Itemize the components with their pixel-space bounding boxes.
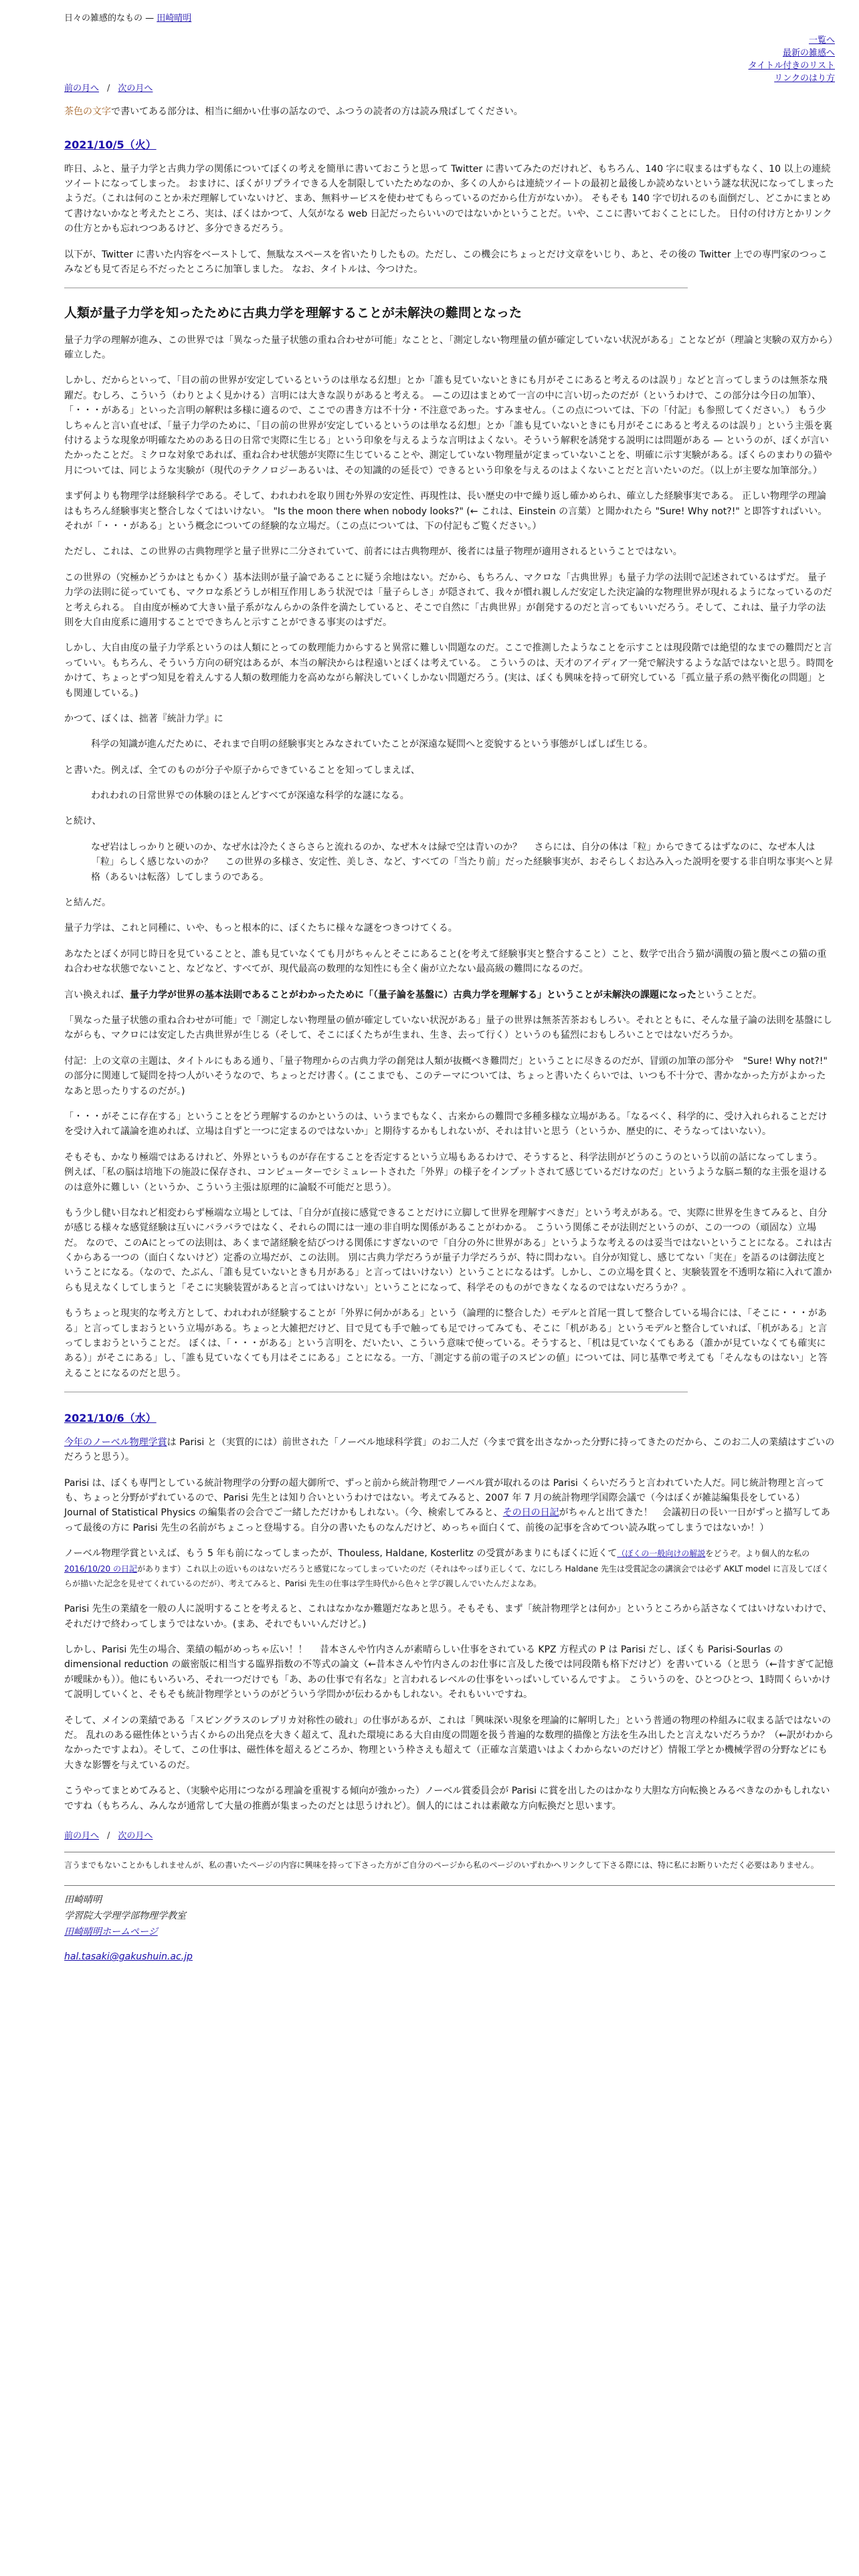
prev-month-link-bottom[interactable]: 前の月へ	[64, 1830, 100, 1841]
that-day-diary-link[interactable]: その日の日記	[502, 1507, 559, 1519]
paragraph: 量子力学の理解が進み、この世界では「異なった量子状態の重ね合わせが可能」なことと、「測定しない物理量の値が確定していない状況がある」ことなどが（理論と実験の双方から）確立した。	[64, 334, 833, 361]
small-note: をどうぞ。より個人的な私の	[705, 1549, 810, 1559]
small-note-2: があります）これ以上の近いものはないだろうと感覚になってしまっていたのだ（それはやっぱり正しくて、なにしろ Haldane 先生は受賞記念の講演会では必ず AKLT model に言及してぼくらが描いた記念を見せてくれているのだが）、考えてみると、Parisi 先生の仕事は学生時代から色々と学び親しんでいたんだよなあ。	[64, 1564, 830, 1588]
paragraph: しかし、大自由度の量子力学系というのは人類にとっての数理能力からすると異常に難しい問題なのだ。ここで推測したようなことを示すことは現段階では絶望的なまでの難問だと言っていい。もちろん、そういう方向の研究はあるが、本当の解決からは程遠いとぼくは考えている。 こういうのは、天才のアイディア一発で解決するような話ではないと思う。時間をかけて、ちょっとずつ知見を着えんする人類の数理能力を高めながら解決していくしかない問題だろう。(実は、ぼくも興味を持って研究している「孤立量子系の熱平衡化の問題」とも関連している。)	[64, 643, 834, 699]
entry2-lead-text: は Parisi と（実質的には）前世された「ノーベル地球科学賞」のお二人だ（今まで賞を出さなかった分野に持ってきたのだから、このお二人の業績はすごいのだろうと思う）。	[64, 1436, 835, 1463]
quote-3: なぜ岩はしっかりと硬いのか、なぜ水は冷たくさらさらと流れるのか、なぜ木々は緑で空は青いのか？ さらには、自分の体は「粒」からできてるはずなのに、なぜ本人は「粒」らしく感じないのか？ この世界の多様さ、安定性、美しさ、など、すべての「当たり前」だった経験事実が、おそらしくお込み入った説明を要する非自明な事実へと昇格（あるいは転落）してしまうのである。	[91, 841, 834, 883]
footer-divider	[64, 1885, 835, 1886]
paragraph: もう少し健い目なれど相変わらず極端な立場としては、「自分が直接に感覚できることだけに立脚して世界を理解すべきだ」という考えがある。で、実際に世界を生きてみると、自分が感じる様々な感覚経験は互いにバラバラではなく、それらの間には一連の非自明な関係があることがわかる。 こういう関係こそが法則だというのが、この一つの（頑固な）立場だ。 なので、このAにとっての法則は、あくまで諸経験を結びつける関係にすぎないので「自分の外に世界がある」というような考えるのは妥当ではないということになる。これは古くからある一つの（面白くないけど）定番の立場だが、この法則。 別に古典力学だろうが量子力学だろうが、特に問わない。自分が知覚し、感じてない「実在」を語るのは御法度ということになる。（なので、たぶん、「誰も見ていないときも月がある」と言ってはいけない）ということになるはず。しかし、この立場を貫くと、実験装置を不透明な箱に入れて誰からも見えなくしてしまうと「そこに実験装置があると言ってはいけない」ということになって、科学そのものができなくなるのではないだろうか？。	[64, 1207, 832, 1293]
paragraph: Parisi 先生の業績を一般の人に説明することを考えると、これはなかなか難題だなあと思う。そもそも、まず「統計物理学とは何か」というところから話さなくてはいけないわけで、それだけで終わってしまうではないか。(まあ、それでもいいんだけど。)	[64, 1604, 832, 1630]
email-link[interactable]: hal.tasaki@gakushuin.ac.jp	[64, 1951, 193, 1963]
entry1-intro-1: 昨日、ふと、量子力学と古典力学の関係についてぼくの考えを簡単に書いておこうと思って Twitter に書いてみたのだけれど、もちろん、140 字に収まるはずもなく、10 以上の連続ツイートになってしまった。 おまけに、ぼくがリプライできる人を制限していたためなのか、多くの人からは連続ツイートの最初と最後しか読めないという謎な状況になってしまったようだ。（これは何のことか未だ理解していないけど、まあ、無料サービスを使わせてもらっているのだから仕方がないか）。 そもそも 140 字で切れるのも面倒だし、どこかにまとめて書けないかなと考えたところ、実は、ぼくはかつて、人気がなる web 日記だったらいいのではないかということだ。いや、ここに書いておくことにした。 日付の付け方とかリンクの仕方とかも忘れつつあるけど、多分できるだろう。	[64, 163, 834, 235]
diary-2016-link[interactable]: 2016/10/20 の日記	[64, 1564, 137, 1574]
reader-note	[64, 104, 835, 119]
entry2-parisi-text: Parisi は、ぼくも専門としている統計物理学の分野の超大御所で、ずっと前から統計物理でノーベル賞が取れるのは Parisi くらいだろうと言われていた人だ。同じ統計物理と言っても、ちょっと分野がずれているので、Parisi 先生とは知り合いというわけではない。考えてみると、2007 年 7 月の統計物理学国際会議で（今はぼくが雑誌編集長をしている）Journal of Statistical Physics の編集者の会合でご一緒しただけかもしれない。（今、検索してみると、	[64, 1477, 825, 1519]
key-statement-bold: 量子力学が世界の基本法則であることがわかったために「（量子論を基盤に）古典力学を理解する」ということが未解決の課題になった	[130, 989, 696, 1000]
paragraph: かつて、ぼくは、拙著『統計力学』に	[64, 713, 223, 724]
paragraph: もうちょっと現実的な考え方として、われわれが経験することが「外界に何かがある」という（論理的に整合した）モデルと首尾一貫して整合している場合には、「そこに・・・がある」と言ってしまおうという立場がある。ちょっと大雑把だけど、目で見ても手で触っても足でけってみても、そこに「机がある」というモデルと整合していれば、「机がある」と言ってしまおうということだ。 ぼくは、「・・・がある」という言明を、だいたい、こういう意味で使っている。そうすると、「机は見ていなくてもある（誰かが見ていなくても確実にある）」がそこにある」し、「誰も見ていなくても月はそこにある」ことになる。一方、「測定する前の電子のスピンの値」については、同じ基準で考えても「そんなものはない」と答えることになるのだと思う。	[64, 1308, 828, 1379]
entry-date-link-2[interactable]: 2021/10/6（水）	[64, 1412, 157, 1425]
article-title: 人類が量子力学を知ったために古典力学を理解することが未解決の難問となった	[64, 306, 522, 321]
paragraph: そもそも、かなり極端ではあるけれど、外界というものが存在することを否定するという立場もあるわけで、そうすると、科学法則がどうのこうのという以前の話になってしまう。 例えば、「私の脳は培地下の施設に保存され、コンピューターでシミュレートされた「外界」の様子をインプットされて感じているだけなのだ」というような脳ニ類的な主張を退けるのは意外に難しい（というか、こういう主張は原理的に論駁不可能だと思う）。	[64, 1152, 828, 1193]
general-explanation-link[interactable]: （ぼくの一般向けの解説	[617, 1549, 706, 1559]
paragraph: と書いた。例えば、全てのものが分子や原子からできていることを知ってしまえば、	[64, 764, 420, 776]
header-prefix: 日々の雑感的なもの —	[64, 13, 157, 23]
quote-1: 科学の知識が進んだために、それまで自明の経験事実とみなされていたことが深遠な疑問へと変貌するという事態がしばしば生じる。	[91, 739, 653, 750]
paragraph: こうやってまとめてみると、（実験や応用につながる理論を重視する傾向が強かった）ノーベル賞委員会が Parisi に賞を出したのはかなり大胆な方向転換とみるべきなのかもしれないですね（もちろん、みんなが通常して大量の推薦が集まったのだとは思うけれど）。個人的にはこれは素敵な方向転換だと思います。	[64, 1786, 830, 1812]
right-nav-links	[749, 35, 835, 85]
signature-affiliation: 学習院大学理学部物理学教室	[64, 1910, 186, 1921]
entry-date-1	[64, 136, 835, 154]
paragraph: しかし、だからといって、「目の前の世界が安定しているというのは単なる幻想」とか「誰も見ていないときにも月がそこにあると考えるのは誤り」などと言ってしまうのは無茶な飛躍だ。むしろ、こういう（わりとよく見かける）言明には大きな誤りがあると考える。 —この辺はまとめて一言の中に言い切ったのだが（というわけで、この部分は今日の加筆）、「・・・がある」といった言明の解釈は多様に適るので、ここでの書き方は不十分・不注意であった。すみません。（この点については、下の「付記」も参照してください。） もう少しちゃんと言い直せば、「量子力学のために、「目の前の世界が安定しているというのは単なる幻想」とか「誰も見ていないときにも月がそこにあると考えるのは誤り」という主張を裏付けるような現象が明確なためのある日の日常で実際に生じる」という印象を与えるような言明はよくない。そういう解釈を誘発する説明には問題がある — というのが、ぼくが言いたかったことだ。ミクロな対象であれば、重ね合わせ状態が実際に生じていることや、測定していない物理量が定まっていないことを、明確に示す実験がある。ぼくらのまわりの猫や月については、同じような実験が（現代のテクノロジーあるいは、その知識的の延長で）できるという印象を与えるのはよくないことだと言いたいのだ。（以上が主要な加筆部分。）	[64, 375, 832, 476]
titled-list-link[interactable]: タイトル付きのリスト	[748, 60, 835, 71]
paragraph: まず何よりも物理学は経験科学である。そして、われわれを取り囲む外界の安定性、再現性は、長い歴史の中で繰り返し確かめられ、確立した経験事実である。 正しい物理学の理論はもちろん経験事実と整合しなくてはいけない。 "Is the moon there when nobody looks?" (← これは、Einstein の言葉）と聞かれたら "Sure! Why not?!" と即答すればいい。それが「・・・がある」という概念についての経験的な立場だ。（この点については、下の付記もご覧ください。）	[64, 491, 828, 532]
brown-text-label: 茶色の文字	[64, 106, 111, 117]
key-statement	[64, 988, 835, 1002]
paragraph: と続け、	[64, 816, 102, 827]
entry2-past-prize-text: ノーベル物理学賞といえば、もう 5 年も前になってしまったが、Thouless, Haldane, Kosterlitz の受賞があまりにもぼくに近くて	[64, 1548, 617, 1560]
next-month-link[interactable]: 次の月へ	[118, 83, 153, 94]
quote-2: われわれの日常世界での体験のほとんどすべてが深遠な科学的な謎になる。	[91, 790, 409, 802]
nobel-prize-link[interactable]: 今年のノーベル物理学賞	[64, 1436, 167, 1448]
index-link[interactable]: 一覧へ	[808, 35, 835, 45]
note-text: で書いてある部分は、相当に細かい仕事の話なので、ふつうの読者の方は読み飛ばしてください。	[111, 106, 523, 117]
latest-link[interactable]: 最新の雑感へ	[782, 47, 835, 58]
prev-month-link[interactable]: 前の月へ	[64, 83, 100, 94]
paragraph: 「・・・がそこに存在する」ということをどう理解するのかというのは、いうまでもなく、古来からの難問で多種多様な立場がある。「なるべく、科学的に、受け入れられることだけを受け入れて議論を進めれば、立場は自ずと一つに定まるのではないか」と期待するかもしれないが、それは甘いと思う（というか、歴史的に、そうなってはいない）。	[64, 1111, 828, 1138]
next-month-link-bottom[interactable]: 次の月へ	[118, 1830, 153, 1841]
key-statement-lead: 言い換えれば、	[64, 989, 130, 1000]
key-statement-tail: ということだ。	[696, 989, 762, 1000]
entry2-past-prize	[64, 1546, 835, 1591]
paragraph: そして、メインの業績である「スピングラスのレプリカ対称性の破れ」の仕事があるが、これは「興味深い現象を理論的に解明した」という普通の物理の枠組みに収まる話ではないのだ。 乱れのある磁性体という古くからの出発点を大きく超えて、乱れた環境にある大自由度の問題を扱う普遍的な数理的描像と方法を生み出したと言えないだろうか？（←訳がわからなかったですよね）。そして、この仕事は、磁性体を超えるどころか、物理という枠さえも超えて（正確な言葉遣いはよくわからないのだけど）情報工学とか機械学習の分野などにも大きな影響を与えているのだ。	[64, 1715, 834, 1771]
entry2-parisi	[64, 1476, 835, 1536]
nav-separator: /	[107, 83, 110, 94]
paragraph: ただし、これは、この世界の古典物理学と量子世界に二分されていて、前者には古典物理が、後者には量子物理が適用されるということではない。	[64, 546, 682, 558]
entry1-intro-2: 以下が、Twitter に書いた内容をベーストして、無駄なスペースを省いたりしたもの。ただし、この機会にちょっとだけ文章をいじり、あと、その後の Twitter 上での専門家のつっこみなども見て否足ら不だったところに加筆しました。 なお、タイトルは、今つけた。	[64, 249, 828, 275]
bottom-spacer	[64, 1965, 835, 1985]
entry2-parisi-tail: がちゃんと出てきた！ 会議初日の長い一日がずっと描写してあって最後の方に Parisi 先生の名前がちょこっと登場する。自分の書いたものなんだけど、めっちゃ面白くて、前後の記事を含めてつい読み耽ってしまうではないか！）	[64, 1507, 830, 1533]
entry-date-2	[64, 1410, 835, 1427]
bottom-month-nav	[64, 1830, 835, 1844]
paragraph: 量子力学は、これと同種に、いや、もっと根本的に、ぼくたちに様々な謎をつきつけてくる。	[64, 923, 458, 934]
author-link[interactable]: 田崎晴明	[157, 13, 192, 23]
signature	[64, 1893, 835, 1965]
postscript: 付記：上の文章の主題は、タイトルにもある通り、「量子物理からの古典力学の創発は人類が抜概べき難問だ」ということに尽きるのだが、冒頭の加筆の部分や "Sure! Why not?!" の部分に関連して疑問を持つ人がいそうなので、ちょっとだけ書く。(ここまでも、このテーマについては、ちょっと書いたくらいでは、いつも不十分で、書かなかった方がよかったなあと思ったりするのだが。)	[64, 1055, 828, 1097]
paragraph: と結んだ。	[64, 897, 111, 909]
page-header	[64, 12, 835, 26]
paragraph: あなたとぼくが同じ時日を見ていることと、誰も見ていなくても月がちゃんとそこにあること(を考えて経験事実と整合すること）こと、数学で出合う猫が満腹の猫と腹ぺこの猫の重ね合わせな状態でないこと、などなど、すべてが、現代最高の数理的な知性にも全く歯が立たない最高級の難問になるのだ。	[64, 948, 827, 975]
link-guide-link[interactable]: リンクのはり方	[774, 73, 835, 84]
nav-separator: /	[107, 1830, 110, 1841]
signature-name: 田崎晴明	[64, 1894, 102, 1905]
top-month-nav	[64, 82, 835, 96]
paragraph: この世界の（究極かどうかはともかく）基本法則が量子論であることに疑う余地はない。だから、もちろん、マクロな「古典世界」も量子力学の法則で記述されているはずだ。 量子力学の法則に従っていても、マクロな系どうしが相互作用しあう状況では「量子らしさ」が隠されて、我々が慣れ親しんだ安定した決定論的な物理世界が現れるようになっているのだと考えられる。 自由度が極めて大きい量子系がなんらかの条件を満たしていると、そこで自然に「古典世界」が創発するのだと言ってもいいだろう。そして、これは、量子力学の法則を大自由度系に適用することでできちんと示すことができる事実のはずだ。	[64, 572, 832, 628]
paragraph: しかし、Parisi 先生の場合、業績の幅がめっちゃ広い！！ 昔本さんや竹内さんが素晴らしい仕事をされている KPZ 方程式の P は Parisi だし、ぼくも Parisi-Sourlas の dimensional reduction の厳密版に相当する臨界指数の不等式の論文（←昔本さんや竹内さんのお仕事に言及した後では同段階も格下だけど）を書いている（と思う（←昔すぎて記憶が曖昧かも））。他にもいろいろ、それ一つだけでも「あ、あの仕事で有名な」と言われるレベルの仕事をいっぱいしているんですよ。 こういうのを、ひとつひとつ、1時間くらいかけて説明していくと、そもそも統計物理学というのがどういう学問かが伝わるかもしれない。それもいいですね。	[64, 1644, 834, 1701]
entry-date-link-1[interactable]: 2021/10/5（火）	[64, 138, 157, 151]
entry2-lead	[64, 1435, 835, 1465]
homepage-link[interactable]: 田崎晴明ホームページ	[64, 1926, 158, 1937]
link-policy-note: 言うまでもないことかもしれませんが、私の書いたページの内容に興味を持って下さった方がご自分のページから私のページのいずれかへリンクして下さる際には、特に私にお断りいただく必要はありません。	[64, 1860, 819, 1870]
paragraph: 「異なった量子状態の重ね合わせが可能」で「測定しない物理量の値が確定していない状況がある」量子の世界は無茶苦茶おもしろい。それとともに、そんな量子論の法則を基盤にしながらも、マクロには安定した古典世界が生じる（そして、そこにぼくたちが生まれ、生き、去って行く）というのも猛烈におもしろいことではないだろうか。	[64, 1014, 832, 1041]
